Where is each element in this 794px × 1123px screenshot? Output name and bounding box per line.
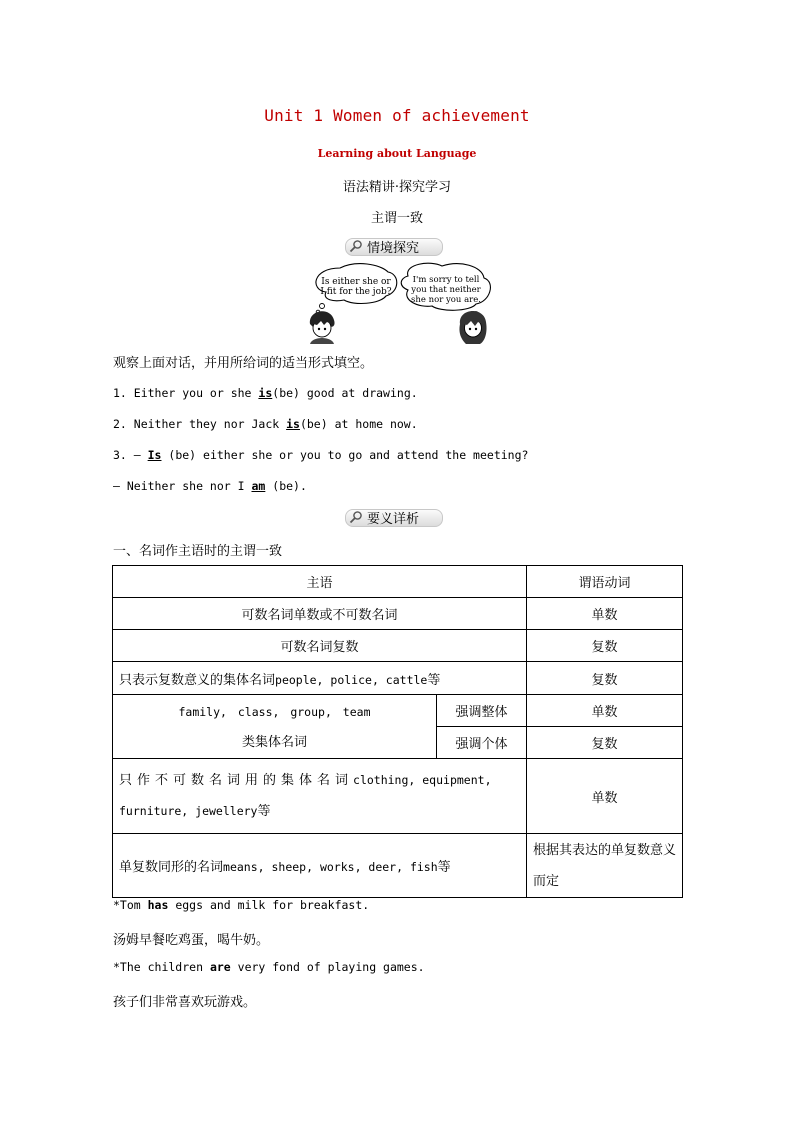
dialogue-illustration <box>300 262 500 344</box>
section-heading: 语法精讲·探究学习 <box>342 180 452 195</box>
exercise-2: 2. Neither they nor Jack is(be) at home now. <box>113 417 418 431</box>
bubble-right-line1: I'm sorry to tell <box>412 275 480 285</box>
page-title: Unit 1 Women of achievement <box>264 106 530 125</box>
collective-noun-cell: family, class, group, team 类集体名词 <box>113 695 437 759</box>
section-1-heading: 一、名词作主语时的主谓一致 <box>113 544 283 559</box>
magnifier-icon <box>349 239 363 253</box>
table-header-row <box>113 566 683 598</box>
badge-analysis-label: 要义详析 <box>367 511 420 527</box>
boy-figure <box>310 311 335 344</box>
table-row: 只表示复数意义的集体名词people, police, cattle等 复数 <box>113 662 683 695</box>
topic-heading: 主谓一致 <box>370 211 423 226</box>
bubble-left-line2: I fit for the job? <box>320 287 392 297</box>
header-subject: 主语 <box>113 566 527 598</box>
example-1-translation: 汤姆早餐吃鸡蛋，喝牛奶。 <box>113 933 270 948</box>
answer-3: Is <box>147 448 162 462</box>
badge-analysis <box>345 507 441 527</box>
bubble-right-line3: she nor you are. <box>411 295 481 305</box>
table-row: 可数名词复数 复数 <box>113 630 683 662</box>
bubble-left-line1: Is either she or <box>321 277 391 287</box>
table-row: family, class, group, team 类集体名词 强调整体 单数 <box>113 695 683 727</box>
badge-scenario-label: 情境探究 <box>367 240 420 256</box>
exercise-1: 1. Either you or she is(be) good at drawing. <box>113 386 418 400</box>
header-verb: 谓语动词 <box>527 566 683 598</box>
table-row: 单复数同形的名词means, sheep, works, deer, fish等 根据其表达的单复数意义而定 <box>113 834 683 898</box>
answer-4: am <box>251 479 266 493</box>
instruction-text: 观察上面对话，并用所给词的适当形式填空。 <box>113 356 374 371</box>
example-1: *Tom has eggs and milk for breakfast. <box>113 898 370 912</box>
agreement-table <box>112 565 683 898</box>
answer-1: is <box>258 386 273 400</box>
page-subtitle: Learning about Language <box>317 147 477 160</box>
table-row: 只作不可数名词用的集体名词clothing, equipment, furniture, jewellery等 单数 <box>113 759 683 834</box>
magnifier-icon <box>349 510 363 524</box>
badge-scenario <box>345 236 441 256</box>
table-row: 强调个体 复数 <box>113 727 683 759</box>
example-2: *The children are very fond of playing games. <box>113 960 425 974</box>
example-2-translation: 孩子们非常喜欢玩游戏。 <box>113 995 257 1010</box>
exercise-3: 3. — Is (be) either she or you to go and attend the meeting? <box>113 448 529 462</box>
bubble-right-line2: you that neither <box>411 285 481 295</box>
exercise-3-reply: — Neither she nor I am (be). <box>113 479 307 493</box>
answer-2: is <box>286 417 300 431</box>
table-row: 可数名词单数或不可数名词 单数 <box>113 598 683 630</box>
girl-figure <box>459 311 486 344</box>
